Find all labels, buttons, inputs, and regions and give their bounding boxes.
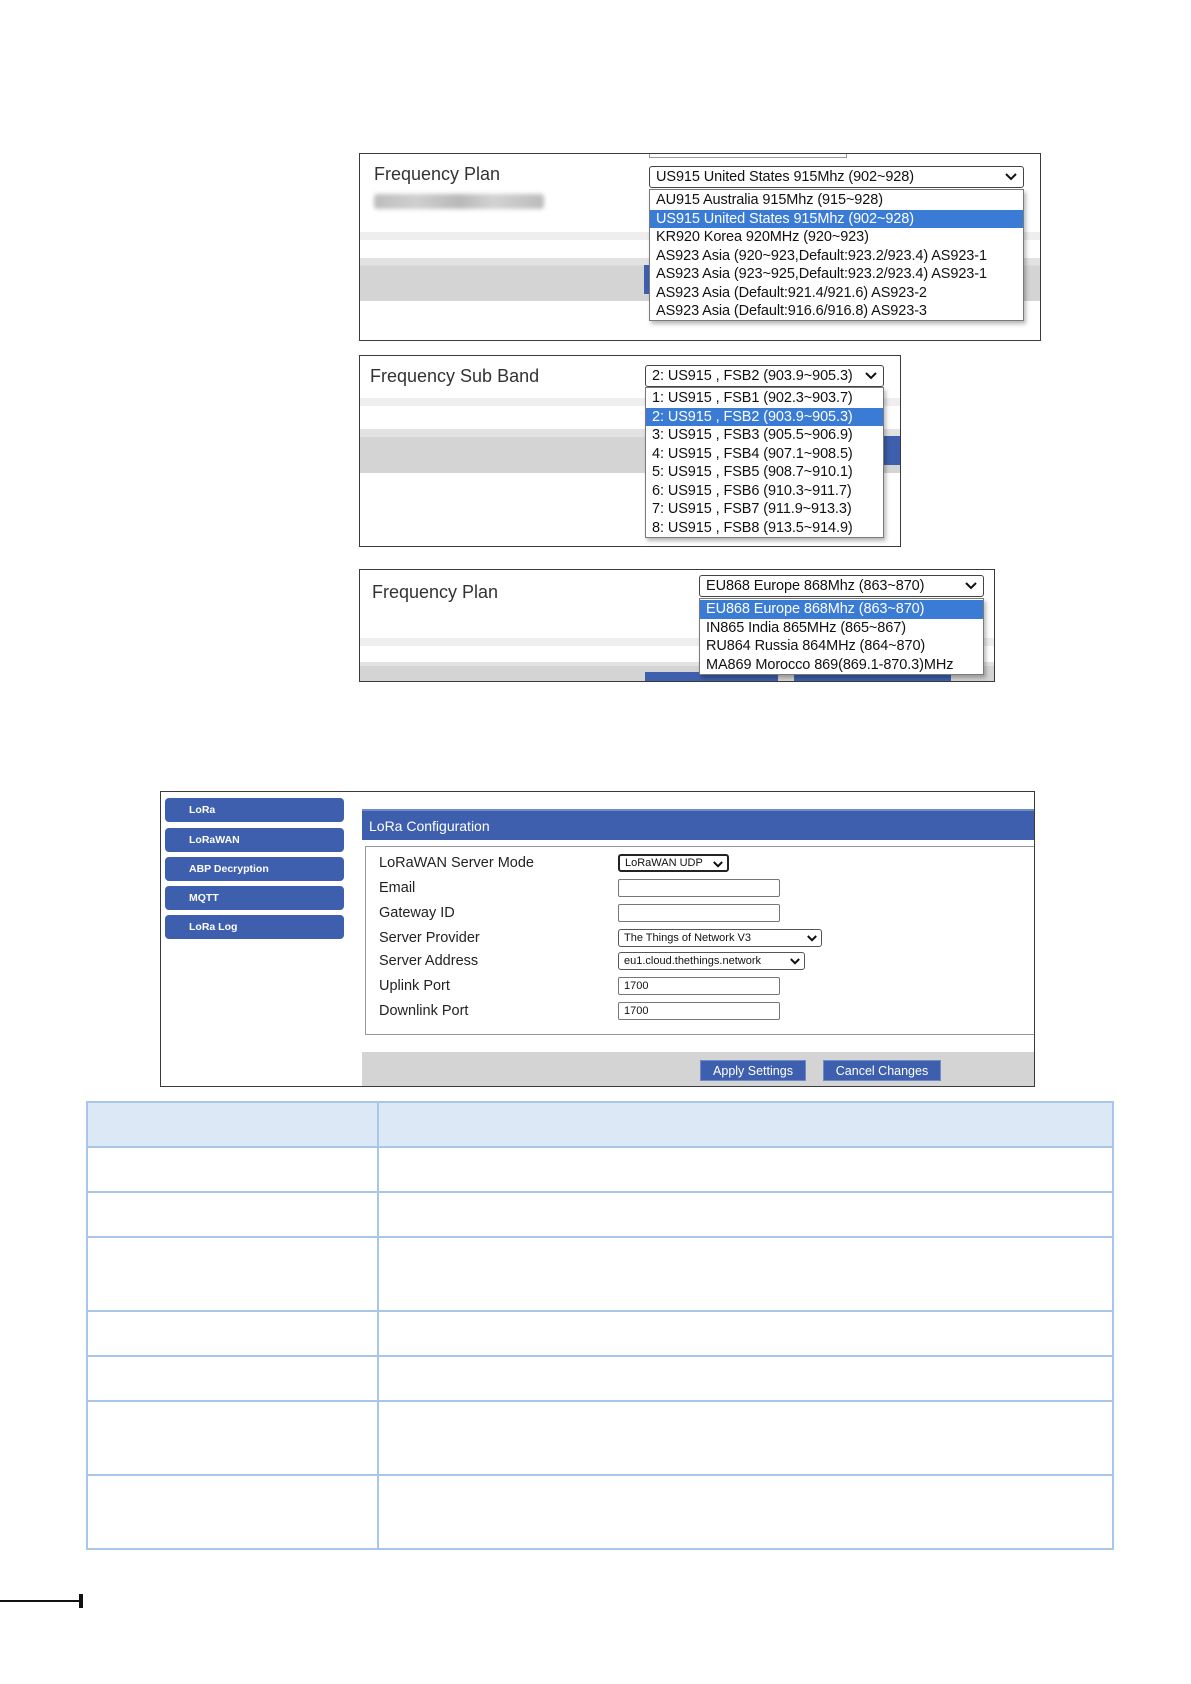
sidebar-item-lora[interactable]: LoRa [165,798,344,822]
frequency-plan-label: Frequency Plan [372,582,499,602]
dropdown-option[interactable]: AS923 Asia (Default:921.4/921.6) AS923-2 [656,284,927,301]
chevron-down-icon [713,861,723,868]
email-label: Email [379,880,416,896]
server-mode-value: LoRaWAN UDP [625,857,703,869]
server-provider-value: The Things of Network V3 [624,932,751,944]
dropdown-option[interactable]: RU864 Russia 864MHz (864~870) [706,638,926,654]
table-row [87,1192,1113,1237]
sidebar-item-lora-log[interactable]: LoRa Log [165,915,344,939]
frequency-plan-select[interactable] [649,166,1024,188]
table-cell [87,1311,378,1356]
server-provider-select[interactable] [618,929,822,947]
table-cell [378,1401,1113,1475]
server-mode-label: LoRaWAN Server Mode [379,855,534,871]
frequency-sub-band-select[interactable] [645,365,884,387]
table-cell [378,1237,1113,1311]
gateway-id-field[interactable] [618,904,780,922]
downlink-port-field[interactable] [618,1002,780,1020]
dropdown-option[interactable]: AS923 Asia (920~923,Default:923.2/923.4) AS923-1 [656,247,987,264]
server-address-select[interactable] [618,952,805,970]
server-provider-label: Server Provider [379,930,480,946]
sidebar-item-abp-decryption[interactable]: ABP Decryption [165,857,344,881]
server-address-label: Server Address [379,953,479,969]
dropdown-option[interactable]: MA869 Morocco 869(869.1-870.3)MHz [706,656,954,673]
frequency-plan-selected-value: EU868 Europe 868Mhz (863~870) [706,578,925,594]
downlink-port-label: Downlink Port [379,1003,469,1019]
chevron-down-icon [790,958,800,965]
frequency-plan-eu-panel [359,569,995,682]
blurred-field-label [374,194,544,209]
apply-settings-button[interactable]: Apply Settings [700,1060,806,1081]
table-cell [378,1475,1113,1549]
cancel-changes-button[interactable]: Cancel Changes [823,1060,941,1081]
table-cell [87,1147,378,1192]
frequency-plan-options-list [699,598,984,675]
frequency-sub-band-panel [359,355,901,547]
dropdown-option[interactable]: 8: US915 , FSB8 (913.5~914.9) [652,519,853,536]
table-cell [87,1237,378,1311]
frequency-plan-selected-value: US915 United States 915Mhz (902~928) [656,169,914,185]
table-cell [378,1147,1113,1192]
server-mode-select[interactable] [618,854,729,872]
chevron-down-icon [807,935,817,942]
frequency-sub-band-selected-value: 2: US915 , FSB2 (903.9~905.3) [652,368,853,384]
table-row [87,1356,1113,1401]
uplink-port-field[interactable] [618,977,780,995]
dropdown-option[interactable]: 4: US915 , FSB4 (907.1~908.5) [652,445,853,462]
dropdown-option[interactable]: 3: US915 , FSB3 (905.5~906.9) [652,427,853,443]
dropdown-option[interactable]: 5: US915 , FSB5 (908.7~910.1) [652,464,853,480]
page-marker-line [0,1600,82,1602]
table-row [87,1311,1113,1356]
server-address-value: eu1.cloud.thethings.network [624,955,761,967]
dropdown-option[interactable]: IN865 India 865MHz (865~867) [706,619,906,636]
frequency-plan-select[interactable] [699,575,984,597]
table-row [87,1475,1113,1549]
chevron-down-icon [865,372,877,380]
dropdown-option[interactable]: EU868 Europe 868Mhz (863~870) [700,600,983,619]
dropdown-option[interactable]: US915 United States 915Mhz (902~928) [650,210,1023,229]
table-row [87,1147,1113,1192]
hidden-button [883,436,901,465]
dropdown-option[interactable]: 6: US915 , FSB6 (910.3~911.7) [652,482,852,499]
dropdown-option[interactable]: AS923 Asia (923~925,Default:923.2/923.4) AS923-1 [656,266,987,282]
table-cell [87,1475,378,1549]
frequency-plan-us-panel [359,153,1041,341]
table-row [87,1401,1113,1475]
table-cell [378,1356,1113,1401]
table-cell [87,1192,378,1237]
frequency-sub-band-label: Frequency Sub Band [370,366,540,386]
dropdown-option[interactable]: 7: US915 , FSB7 (911.9~913.3) [652,501,852,517]
gateway-id-label: Gateway ID [379,905,455,921]
partial-input-field [649,154,847,158]
table-cell [87,1356,378,1401]
table-cell [378,1192,1113,1237]
table-cell [378,1311,1113,1356]
email-field[interactable] [618,879,780,897]
chevron-down-icon [965,582,977,590]
table-header-cell [87,1102,378,1147]
frequency-sub-band-options-list [645,387,884,538]
table-cell [87,1401,378,1475]
page-marker-tick [79,1594,83,1608]
lora-configuration-panel [160,791,1035,1087]
dropdown-option[interactable]: AS923 Asia (Default:916.6/916.8) AS923-3 [656,303,927,319]
frequency-plan-options-list [649,189,1024,321]
dropdown-option[interactable]: KR920 Korea 920MHz (920~923) [656,229,869,245]
frequency-plan-label: Frequency Plan [374,164,501,184]
dropdown-option[interactable]: AU915 Australia 915Mhz (915~928) [656,192,883,208]
table-header-row [87,1102,1113,1147]
sidebar-item-mqtt[interactable]: MQTT [165,886,344,910]
description-table [86,1101,1114,1550]
page-title: LoRa Configuration [362,809,1035,840]
sidebar-item-lorawan[interactable]: LoRaWAN [165,828,344,852]
table-row [87,1237,1113,1311]
uplink-port-label: Uplink Port [379,978,450,994]
dropdown-option[interactable]: 2: US915 , FSB2 (903.9~905.3) [646,408,883,427]
dropdown-option[interactable]: 1: US915 , FSB1 (902.3~903.7) [652,390,853,406]
chevron-down-icon [1005,173,1017,181]
table-header-cell [378,1102,1113,1147]
